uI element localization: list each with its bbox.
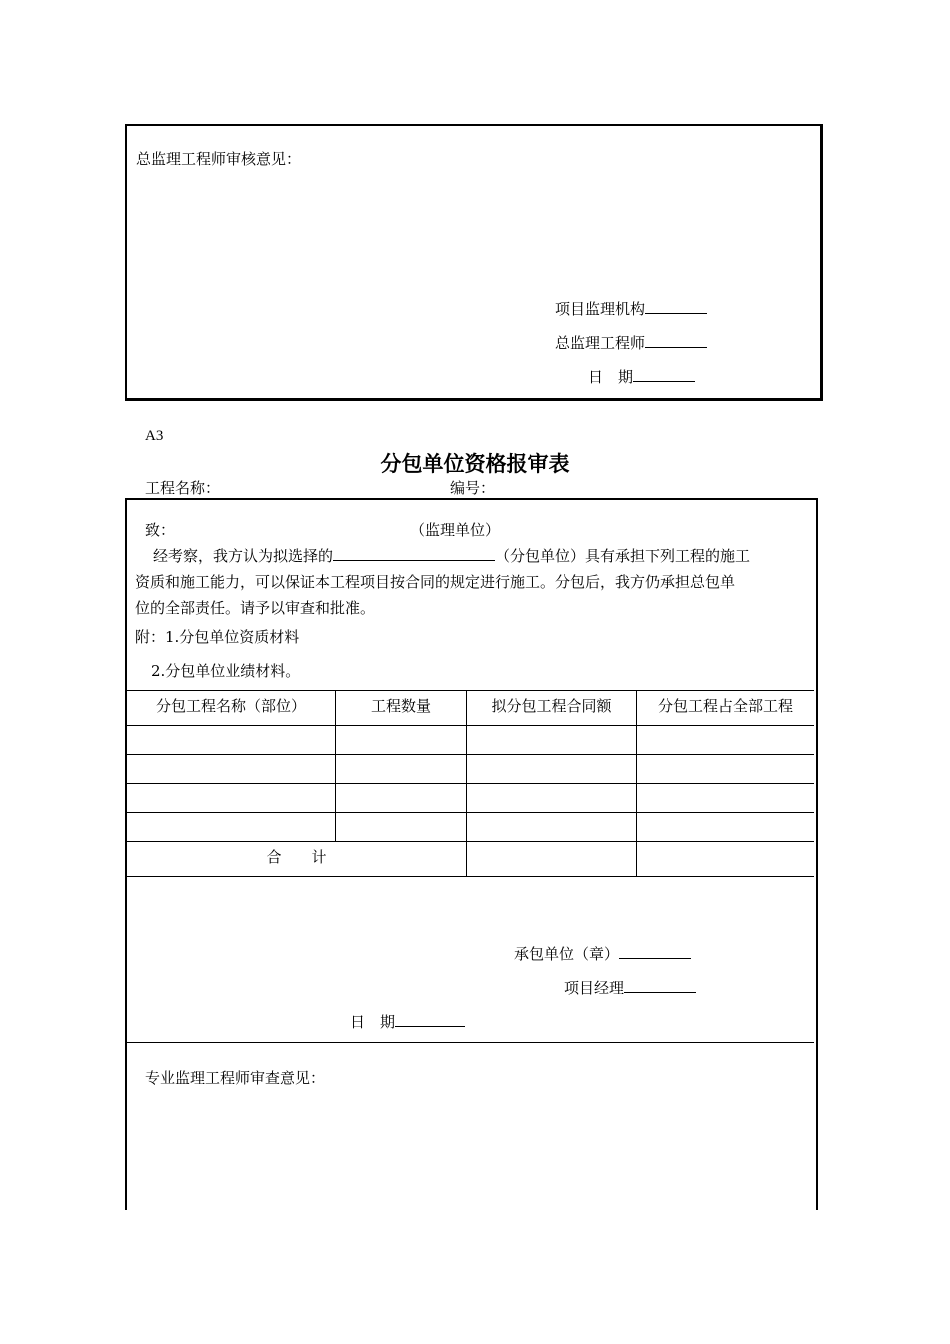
top-date-field[interactable] (633, 366, 695, 382)
total-label: 合 计 (266, 848, 327, 866)
supervisor-unit: （监理单位） (410, 521, 501, 539)
contractor-field[interactable] (619, 943, 691, 959)
form-date-row (350, 1011, 465, 1032)
to-label: 致： (145, 521, 176, 539)
table-row-border (127, 841, 814, 842)
chief-engineer-label: 总监理工程师 (555, 334, 646, 352)
para-intro: 经考察，我方认为拟选择的 (153, 547, 334, 565)
chief-review-title: 总监理工程师审核意见： (136, 150, 302, 168)
form-date-label: 日 期 (350, 1013, 396, 1031)
form-title: 分包单位资格报审表 (380, 451, 570, 476)
application-line-1 (153, 545, 750, 566)
number-label: 编号： (450, 479, 496, 497)
table-top-border (127, 690, 814, 691)
chief-engineer-row (555, 332, 707, 353)
top-date-row (588, 366, 695, 387)
review-title: 专业监理工程师审查意见： (145, 1069, 326, 1087)
table-body[interactable] (127, 726, 814, 841)
project-manager-label: 项目经理 (564, 979, 625, 997)
contractor-row (514, 943, 691, 964)
project-manager-row (564, 977, 696, 998)
form-date-field[interactable] (395, 1011, 465, 1027)
project-manager-field[interactable] (624, 977, 696, 993)
contractor-label: 承包单位（章） (514, 945, 620, 963)
col-header-quantity: 工程数量 (370, 697, 431, 715)
top-date-label: 日 期 (588, 368, 634, 386)
supervision-org-row (555, 298, 707, 319)
attachment-1: 附：1.分包单位资质材料 (135, 628, 300, 646)
supervision-org-field[interactable] (645, 298, 707, 314)
col-header-name: 分包工程名称（部位） (155, 697, 306, 715)
table-bottom-border (127, 876, 814, 877)
form-code: A3 (145, 428, 164, 444)
para-sub-unit: （分包单位）具有承担下列工程的施工 (495, 547, 751, 565)
project-name-label: 工程名称： (145, 479, 221, 497)
attachment-2: 2.分包单位业绩材料。 (151, 662, 301, 680)
subcontractor-name-field[interactable] (333, 545, 495, 561)
application-line-2: 资质和施工能力，可以保证本工程项目按合同的规定进行施工。分包后，我方仍承担总包单 (135, 573, 736, 591)
chief-engineer-field[interactable] (645, 332, 707, 348)
col-header-contract-amount: 拟分包工程合同额 (491, 697, 612, 715)
application-line-3: 位的全部责任。请予以审查和批准。 (135, 599, 376, 617)
col-header-percentage: 分包工程占全部工程 (657, 697, 793, 715)
supervision-org-label: 项目监理机构 (555, 300, 646, 318)
review-divider (127, 1042, 814, 1043)
